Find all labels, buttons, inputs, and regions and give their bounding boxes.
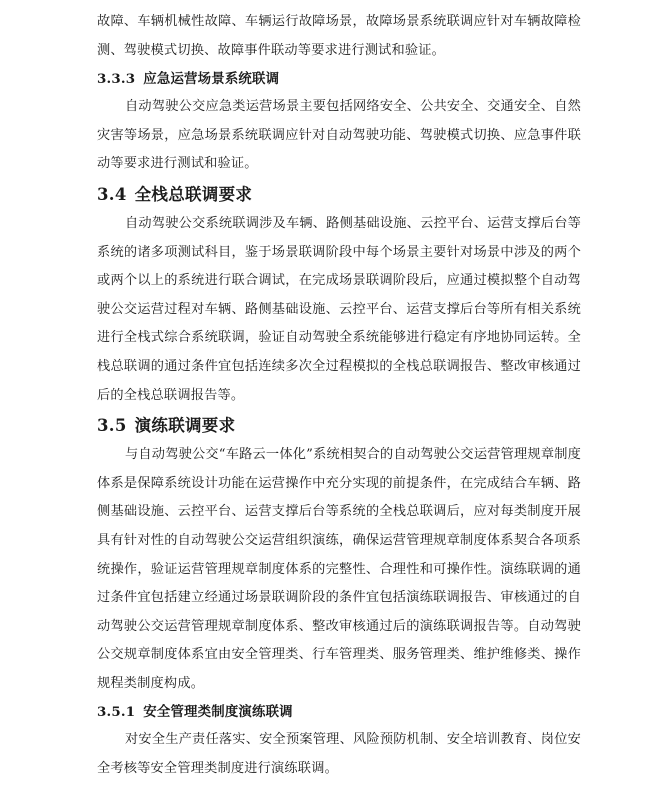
paragraph-3-5-1: 对安全生产责任落实、安全预案管理、风险预防机制、安全培训教育、岗位安全考核等安全管理类制度进行演练联调。 <box>97 732 581 777</box>
heading-3-5 <box>97 410 581 441</box>
heading-number: 3.5.1 <box>97 704 136 721</box>
paragraph-3-3-3: 自动驾驶公交应急类运营场景主要包括网络安全、公共安全、交通安全、自然灾害等场景，应急场景系统联调应针对自动驾驶功能、驾驶模式切换、应急事件联动等要求进行测试和验证。 <box>97 99 581 172</box>
heading-3-3-3 <box>97 65 581 93</box>
heading-title: 全栈总联调要求 <box>134 184 253 204</box>
heading-number: 3.4 <box>97 184 127 204</box>
heading-title: 应急运营场景系统联调 <box>143 71 280 88</box>
paragraph-continued: 故障、车辆机械性故障、车辆运行故障场景，故障场景系统联调应针对车辆故障检测、驾驶模式切换、故障事件联动等要求进行测试和验证。 <box>97 14 581 58</box>
heading-3-4 <box>97 179 581 210</box>
heading-number: 3.5 <box>97 416 127 436</box>
heading-3-5-1 <box>97 698 581 726</box>
paragraph-3-5: 与自动驾驶公交“车路云一体化”系统相契合的自动驾驶公交运营管理规章制度体系是保障系统设计功能在运营操作中充分实现的前提条件，在完成结合车辆、路侧基础设施、云控平台、运营支撑后台等系统的全栈总联调后，应对每类制度开展具有针对性的自动驾驶公交运营组织演练，确保运营管理规章制度体系契合各项系统操作，验证运营管理规章制度体系的完整性、合理性和可操作性。演练联调的通过条件宜包括建立经通过场景联调阶段的条件宜包括演练联调报告、审核通过的自动驾驶公交运营管理规章制度体系、整改审核通过后的演练联调报告等。自动驾驶公交规章制度体系宜由安全管理类、行车管理类、服务管理类、维护维修类、操作规程类制度构成。 <box>97 447 581 691</box>
heading-title: 演练联调要求 <box>134 416 236 436</box>
heading-number: 3.3.3 <box>97 71 136 88</box>
paragraph-3-4: 自动驾驶公交系统联调涉及车辆、路侧基础设施、云控平台、运营支撑后台等系统的诸多项测试科目，鉴于场景联调阶段中每个场景主要针对场景中涉及的两个或两个以上的系统进行联合调试，在完成场景联调阶段后，应通过模拟整个自动驾驶公交运营过程对车辆、路侧基础设施、云控平台、运营支撑后台等所有相关系统进行全栈式综合系统联调，验证自动驾驶全系统能够进行稳定有序地协同运转。全栈总联调的通过条件宜包括连续多次全过程模拟的全栈总联调报告、整改审核通过后的全栈总联调报告等。 <box>97 215 581 403</box>
heading-title: 安全管理类制度演练联调 <box>143 704 293 721</box>
